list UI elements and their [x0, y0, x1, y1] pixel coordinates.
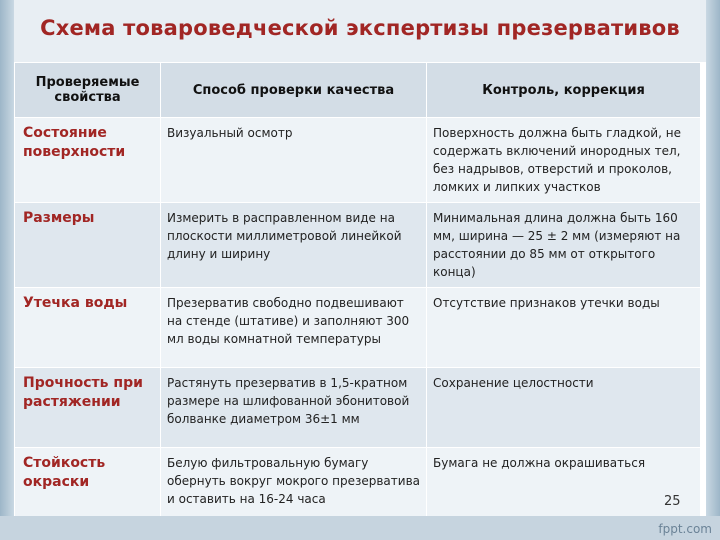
header-method: Способ проверки качества: [161, 63, 427, 118]
table-header-row: [15, 63, 701, 118]
table-row: [15, 203, 701, 288]
table-row: [15, 368, 701, 448]
row-method: Презерватив свободно подвешивают на стенде (штативе) и заполняют 300 мл воды комнатной температуры: [161, 288, 427, 368]
expertise-table: [14, 62, 701, 524]
table-row: [15, 288, 701, 368]
watermark: fppt.com: [658, 522, 712, 536]
table-row: [15, 118, 701, 203]
row-control: Бумага не должна окрашиваться: [427, 448, 701, 524]
row-method: Визуальный осмотр: [161, 118, 427, 203]
row-property: Утечка воды: [15, 288, 161, 368]
row-control: Отсутствие признаков утечки воды: [427, 288, 701, 368]
row-control: Минимальная длина должна быть 160 мм, ширина — 25 ± 2 мм (измеряют на расстоянии до 85 мм от открытого конца): [427, 203, 701, 288]
row-method: Белую фильтровальную бумагу обернуть вокруг мокрого презерватива и оставить на 16-24 часа: [161, 448, 427, 524]
table-row: [15, 448, 701, 524]
row-method: Измерить в расправленном виде на плоскости миллиметровой линейкой длину и ширину: [161, 203, 427, 288]
row-property: Состояние поверхности: [15, 118, 161, 203]
row-property: Стойкость окраски: [15, 448, 161, 524]
row-method: Растянуть презерватив в 1,5-кратном размере на шлифованной эбонитовой болванке диаметром 36±1 мм: [161, 368, 427, 448]
row-property: Прочность при растяжении: [15, 368, 161, 448]
row-control: Сохранение целостности: [427, 368, 701, 448]
right-decor-band: [706, 0, 720, 540]
left-decor-band: [0, 0, 14, 540]
header-properties: Проверяемые свойства: [15, 63, 161, 118]
header-control: Контроль, коррекция: [427, 63, 701, 118]
page-number: 25: [664, 494, 681, 509]
footer-band: [0, 516, 720, 540]
row-control: Поверхность должна быть гладкой, не содержать включений инородных тел, без надрывов, отверстий и проколов, ломких и липких участков: [427, 118, 701, 203]
slide-title: Схема товароведческой экспертизы презервативов: [40, 16, 680, 40]
row-property: Размеры: [15, 203, 161, 288]
